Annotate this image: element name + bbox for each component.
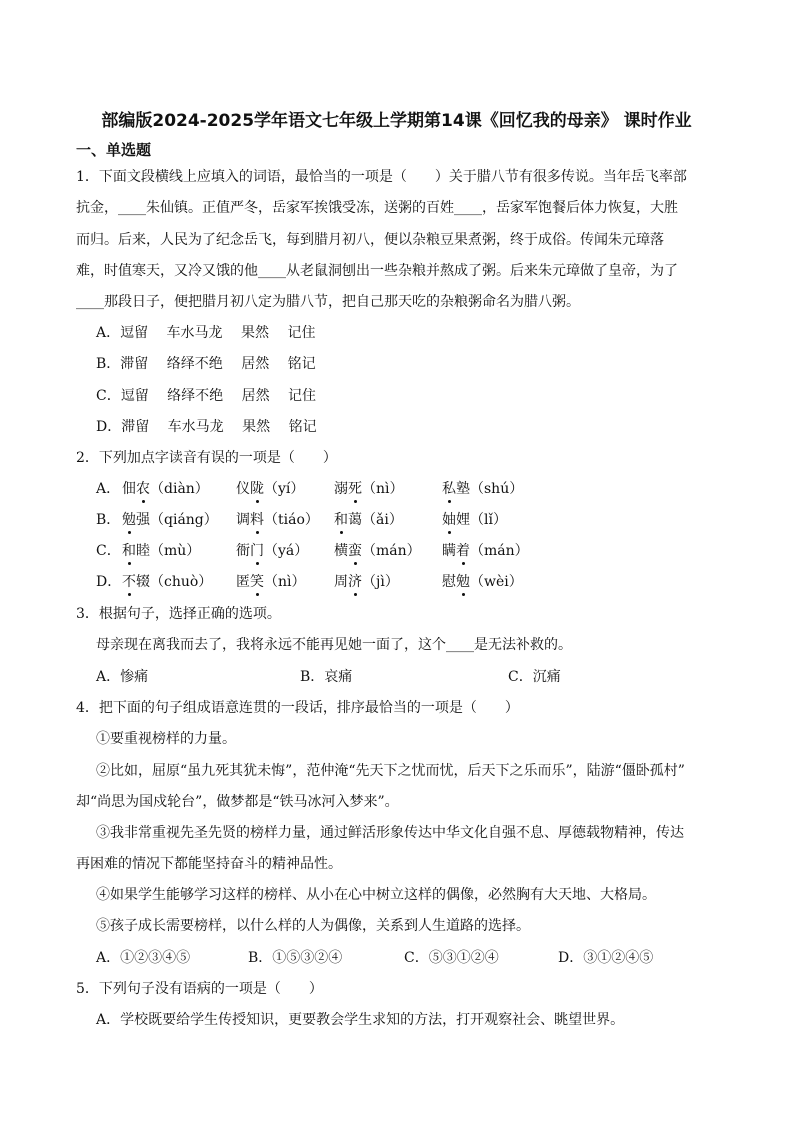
q4-option-c[interactable]: C．⑤③①②④ (404, 950, 499, 966)
q1-line-1: 1．下面文段横线上应填入的词语，最恰当的一项是（ ）关于腊八节有很多传说。当年岳飞率部 (76, 169, 687, 185)
q1-line-4: 难，时值寒天，又冷又饿的他____从老鼠洞刨出一些杂粮并熬成了粥。后来朱元璋做了皇帝，为了 (76, 263, 678, 279)
q3-option-b[interactable]: B．哀痛 (300, 669, 353, 685)
q5-option-a[interactable]: A．学校既要给学生传授知识，更要教会学生求知的方法，打开观察社会、眺望世界。 (96, 1012, 625, 1028)
word-char: 周 (334, 574, 348, 590)
q2-option-d-word-3 (334, 571, 399, 591)
q2-option-d-label[interactable]: D． (96, 574, 122, 590)
q4-stem: 4．把下面的句子组成语意连贯的一段话，排序最恰当的一项是（ ） (76, 700, 519, 716)
word-char: 瞒 (442, 543, 456, 559)
q1-option-c[interactable]: C．逗留 络绎不绝 居然 记住 (96, 388, 317, 404)
word-rest: （mán） (362, 543, 421, 559)
q2-option-a-word-1 (122, 478, 209, 498)
dotted-char: 门 (250, 540, 264, 560)
word-char: 衙 (236, 543, 250, 559)
word-char: 慰 (442, 574, 456, 590)
word-rest: （jì） (362, 574, 399, 590)
q2-stem: 2．下列加点字读音有误的一项是（ ） (76, 450, 337, 466)
dotted-char: 蛮 (348, 540, 362, 560)
section-heading: 一、单选题 (76, 141, 152, 159)
dotted-char: 勉 (456, 571, 470, 591)
word-rest: （yí） (264, 481, 305, 497)
dotted-char: 着 (456, 540, 470, 560)
dotted-char: 死 (348, 478, 362, 498)
q4-sentence-1: ①要重视榜样的力量。 (96, 731, 236, 747)
q2-option-c-word-2 (236, 540, 308, 560)
word-char: 溺 (334, 481, 348, 497)
q2-option-d-word-1 (122, 571, 212, 591)
q2-option-c-word-3 (334, 540, 421, 560)
word-rest: （nì） (362, 481, 404, 497)
q2-option-a-word-3 (334, 478, 404, 498)
word-char: 仪 (236, 481, 250, 497)
q2-option-b-label[interactable]: B． (96, 512, 121, 528)
word-rest: （tiáo） (264, 512, 319, 528)
word-char: 佃 (122, 481, 136, 497)
q1-option-a[interactable]: A．逗留 车水马龙 果然 记住 (96, 325, 316, 341)
q4-sentence-2a: ②比如，屈原“虽九死其犹未悔”，范仲淹“先天下之忧而忧，后天下之乐而乐”，陆游“僵卧孤村” (96, 763, 685, 779)
q1-line-5: ____那段日子，便把腊月初八定为腊八节，把自己那天吃的杂粮粥命名为腊八粥。 (76, 294, 580, 310)
word-rest: 蔼（ǎi） (348, 512, 403, 528)
word-rest: （nì） (264, 574, 306, 590)
word-char: 横 (334, 543, 348, 559)
dotted-char: 农 (136, 478, 150, 498)
q2-option-b-word-1 (122, 509, 218, 529)
dotted-char: 勉 (122, 509, 136, 529)
word-rest: （wèi） (470, 574, 523, 590)
q4-option-d[interactable]: D．③①②④⑤ (558, 950, 654, 966)
word-rest: 辍（chuò） (136, 574, 213, 590)
q3-stem: 3．根据句子，选择正确的选项。 (76, 606, 281, 622)
q2-option-b-word-4 (442, 509, 507, 529)
q2-option-d-word-2 (236, 571, 306, 591)
word-rest: 睦（mù） (136, 543, 201, 559)
word-rest: 娌（lǐ） (456, 512, 507, 528)
dotted-char: 不 (122, 571, 136, 591)
dotted-char: 陇 (250, 478, 264, 498)
q2-option-a-word-4 (442, 478, 523, 498)
q4-sentence-4: ④如果学生能够学习这样的榜样、从小在心中树立这样的偶像，必然胸有大天地、大格局。 (96, 887, 656, 903)
q3-sentence: 母亲现在离我而去了，我将永远不能再见她一面了，这个____是无法补救的。 (96, 637, 572, 653)
page-title: 部编版2024-2025学年语文七年级上学期第14课《回忆我的母亲》 课时作业 (101, 111, 692, 131)
q4-option-a[interactable]: A．①②③④⑤ (96, 950, 191, 966)
dotted-char: 济 (348, 571, 362, 591)
q1-option-d[interactable]: D．滞留 车水马龙 果然 铭记 (96, 419, 317, 435)
q1-line-3: 而归。后来，人民为了纪念岳飞，每到腊月初八，便以杂粮豆果煮粥，终于成俗。传闻朱元璋落 (76, 232, 664, 248)
q2-option-b-word-3 (334, 509, 403, 529)
q4-sentence-3a: ③我非常重视先圣先贤的榜样力量，通过鲜活形象传达中华文化自强不息、厚德载物精神，传达 (96, 825, 684, 841)
word-rest: （mán） (470, 543, 529, 559)
dotted-char: 和 (334, 509, 348, 529)
q2-option-a-word-2 (236, 478, 304, 498)
q1-line-2: 抗金，____朱仙镇。正值严冬，岳家军挨饿受冻，送粥的百姓____，岳家军饱餐后体力恢复，大胜 (76, 200, 678, 216)
q3-option-c[interactable]: C．沉痛 (508, 669, 561, 685)
q2-option-c-word-4 (442, 540, 529, 560)
dotted-char: 和 (122, 540, 136, 560)
q1-option-b[interactable]: B．滞留 络绎不绝 居然 铭记 (96, 356, 316, 372)
word-rest: （diàn） (150, 481, 209, 497)
word-char: 调 (236, 512, 250, 528)
q4-sentence-2b: 却“尚思为国戍轮台”，做梦都是“铁马冰河入梦来”。 (76, 794, 399, 810)
q3-option-a[interactable]: A．惨痛 (96, 669, 149, 685)
q2-option-b-word-2 (236, 509, 319, 529)
dotted-char: 妯 (442, 509, 456, 529)
dotted-char: 料 (250, 509, 264, 529)
word-rest: 塾（shú） (456, 481, 524, 497)
word-rest: 强（qiáng） (136, 512, 218, 528)
word-char: 匿 (236, 574, 250, 590)
q2-option-d-word-4 (442, 571, 523, 591)
q5-stem: 5．下列句子没有语病的一项是（ ） (76, 981, 323, 997)
dotted-char: 私 (442, 478, 456, 498)
q4-sentence-5: ⑤孩子成长需要榜样，以什么样的人为偶像，关系到人生道路的选择。 (96, 918, 530, 934)
q2-option-c-word-1 (122, 540, 200, 560)
q2-option-c-label[interactable]: C． (96, 543, 121, 559)
word-rest: （yá） (264, 543, 309, 559)
q4-option-b[interactable]: B．①⑤③②④ (248, 950, 343, 966)
dotted-char: 笑 (250, 571, 264, 591)
q4-sentence-3b: 再困难的情况下都能坚持奋斗的精神品性。 (76, 856, 342, 872)
q2-option-a-label[interactable]: A． (96, 481, 121, 497)
